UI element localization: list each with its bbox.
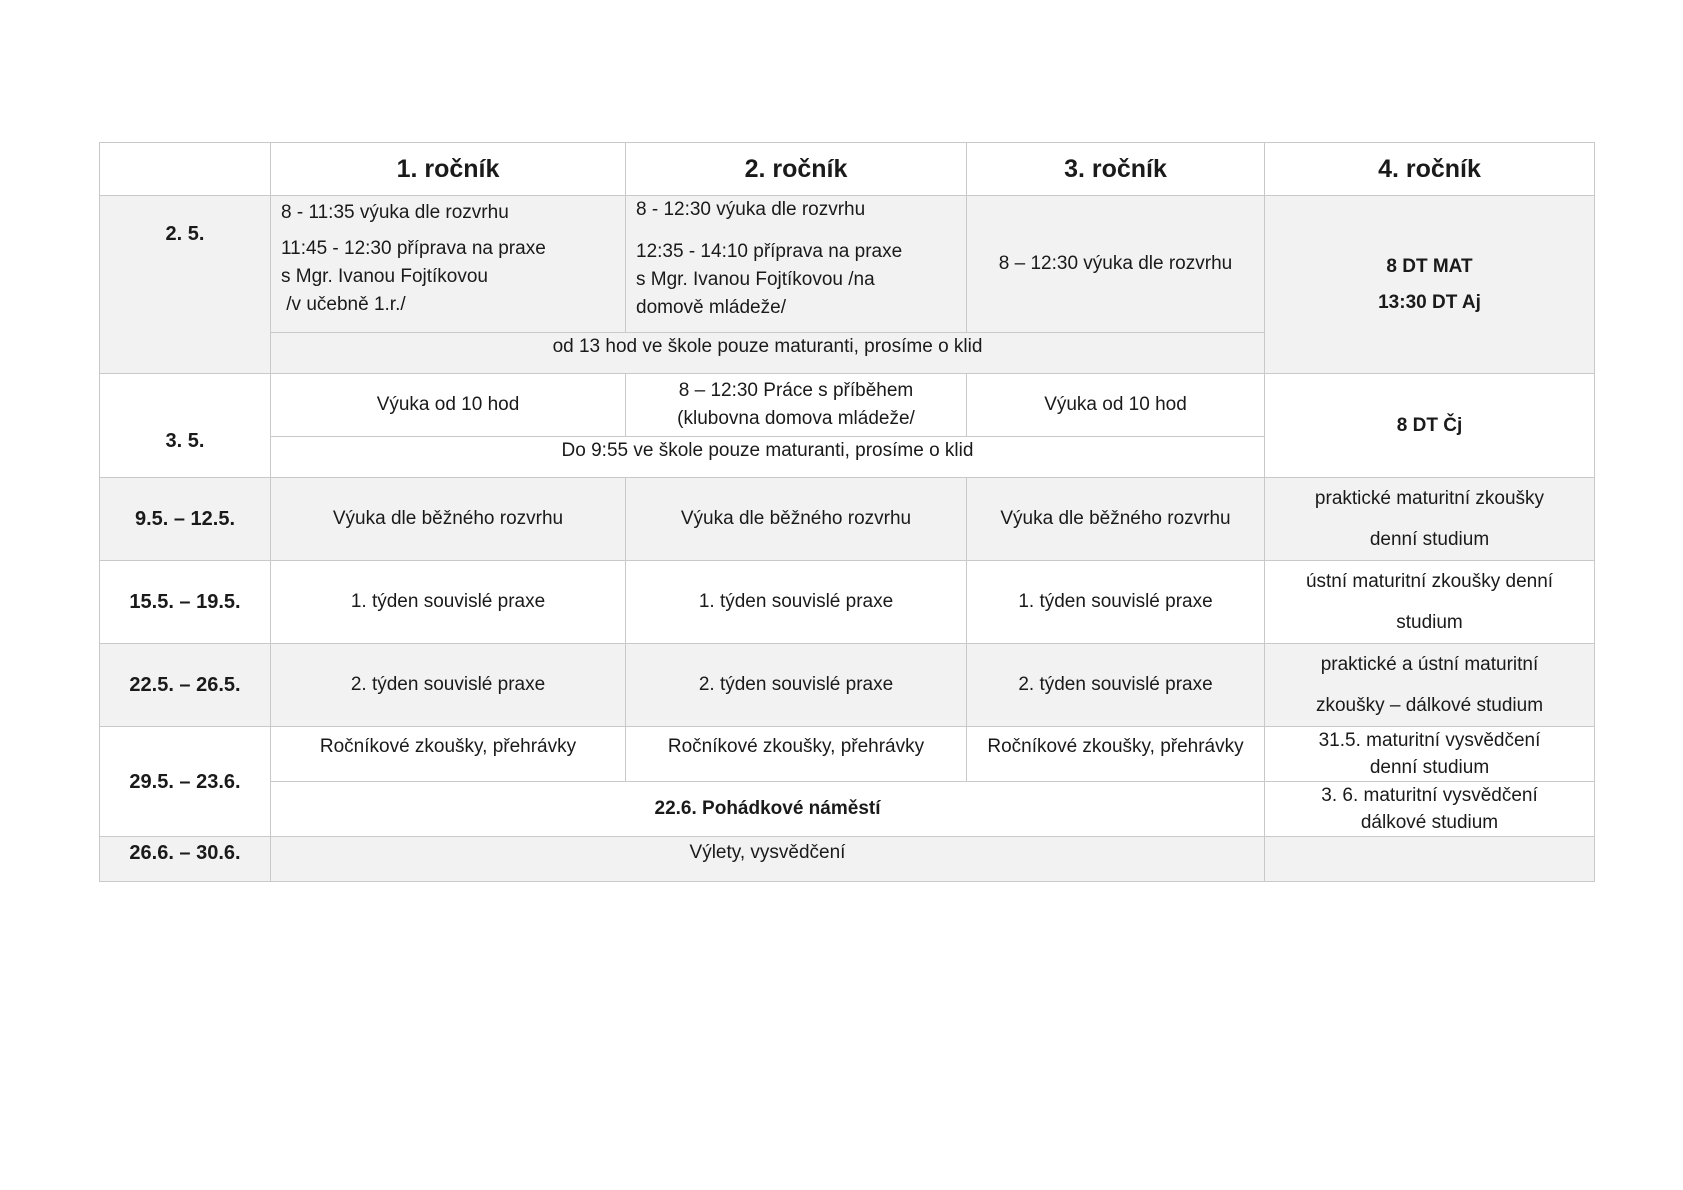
schedule-cell: 1. týden souvislé praxe [967,561,1265,644]
schedule-cell: 2. týden souvislé praxe [967,644,1265,727]
schedule-cell [1265,644,1595,727]
date-cell: 2. 5. [100,196,271,374]
table-row [100,374,1595,437]
cell-line: denní studium [1369,529,1490,550]
schedule-cell [626,196,967,333]
schedule-cell [1265,837,1595,882]
header-row [100,143,1595,196]
cell-line: zkoušky – dálkové studium [1315,695,1544,716]
schedule-cell: Výuka dle běžného rozvrhu [271,478,626,561]
header-year-3: 3. ročník [967,143,1265,196]
cell-line: 8 - 12:30 výuka dle rozvrhu [636,199,866,220]
table-row [100,727,1595,782]
cell-line: denní studium [1369,757,1490,778]
schedule-cell: Ročníkové zkoušky, přehrávky [626,727,967,782]
cell-line: (klubovna domova mládeže/ [677,408,915,429]
schedule-cell [1265,561,1595,644]
header-year-2: 2. ročník [626,143,967,196]
cell-line: studium [1396,612,1463,633]
schedule-cell: Výuka od 10 hod [271,374,626,437]
schedule-cell: 1. týden souvislé praxe [271,561,626,644]
header-corner [100,143,271,196]
table-row [100,561,1595,644]
schedule-cell [1265,196,1595,374]
schedule-cell: 8 – 12:30 výuka dle rozvrhu [967,196,1265,333]
table-row [100,644,1595,727]
cell-line: 8 - 11:35 výuka dle rozvrhu [281,202,509,223]
cell-line: praktické maturitní zkoušky [1314,488,1545,509]
notice-cell: Do 9:55 ve škole pouze maturanti, prosíme o klid [271,437,1265,478]
cell-line: s Mgr. Ivanou Fojtíkovou /na [636,269,875,290]
cell-line: 13:30 DT Aj [1378,291,1481,313]
date-cell: 29.5. – 23.6. [100,727,271,837]
schedule-cell: Ročníkové zkoušky, přehrávky [967,727,1265,782]
schedule-cell: 2. týden souvislé praxe [271,644,626,727]
schedule-cell [1265,478,1595,561]
cell-line: domově mládeže/ [636,297,786,318]
cell-line: 3. 6. maturitní vysvědčení [1321,785,1538,806]
cell-line: 8 – 12:30 Práce s příběhem [678,380,914,401]
schedule-cell: Výuka dle běžného rozvrhu [626,478,967,561]
notice-cell: od 13 hod ve škole pouze maturanti, prosíme o klid [271,333,1265,374]
table-row [100,478,1595,561]
date-cell: 3. 5. [100,374,271,478]
date-cell: 15.5. – 19.5. [100,561,271,644]
schedule-cell: 2. týden souvislé praxe [626,644,967,727]
cell-line: praktické a ústní maturitní [1320,654,1539,675]
cell-line: s Mgr. Ivanou Fojtíkovou [281,266,488,287]
header-year-1: 1. ročník [271,143,626,196]
table-row [100,837,1595,882]
schedule-cell: 1. týden souvislé praxe [626,561,967,644]
table-row [100,196,1595,333]
schedule-cell [626,374,967,437]
date-cell: 22.5. – 26.5. [100,644,271,727]
event-cell: Výlety, vysvědčení [271,837,1265,882]
table-row [100,782,1595,837]
event-cell: 22.6. Pohádkové náměstí [271,782,1265,837]
schedule-cell: Ročníkové zkoušky, přehrávky [271,727,626,782]
schedule-cell [271,196,626,333]
cell-line: 12:35 - 14:10 příprava na praxe [636,241,903,262]
schedule-cell [1265,727,1595,782]
date-cell: 26.6. – 30.6. [100,837,271,882]
header-year-4: 4. ročník [1265,143,1595,196]
schedule-cell: Výuka od 10 hod [967,374,1265,437]
schedule-cell: 8 DT Čj [1265,374,1595,478]
schedule-cell [1265,782,1595,837]
cell-line: 31.5. maturitní vysvědčení [1318,730,1541,751]
schedule-cell: Výuka dle běžného rozvrhu [967,478,1265,561]
cell-line: 8 DT MAT [1386,255,1473,277]
cell-line: ústní maturitní zkoušky denní [1305,571,1554,592]
date-cell: 9.5. – 12.5. [100,478,271,561]
cell-line: dálkové studium [1360,812,1499,833]
schedule-table [99,142,1595,882]
cell-line: 11:45 - 12:30 příprava na praxe [281,238,546,259]
cell-line: /v učebně 1.r./ [281,294,406,315]
